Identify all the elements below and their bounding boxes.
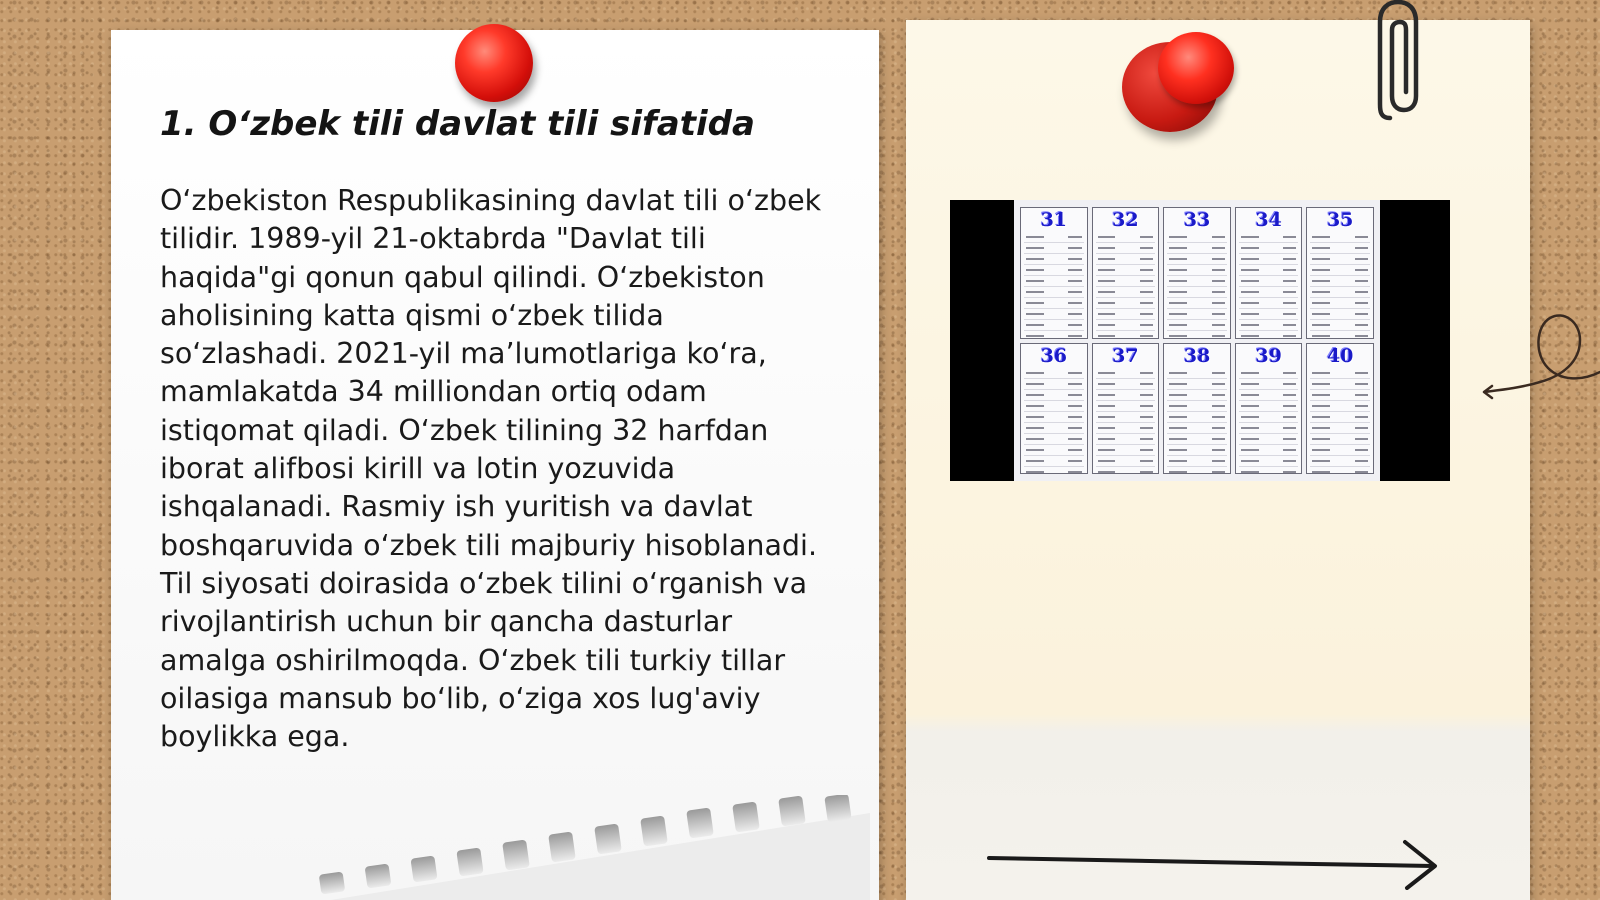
- table-row: [1310, 287, 1370, 298]
- table-row: [1310, 379, 1370, 390]
- table-row: [1239, 309, 1299, 320]
- table-row: [1096, 390, 1156, 401]
- table-number: 31: [1040, 209, 1068, 231]
- table-row: [1167, 467, 1227, 475]
- table-number: 33: [1183, 209, 1211, 231]
- torn-notebook-edge: [300, 795, 870, 900]
- table-row: [1239, 401, 1299, 412]
- table-number: 37: [1112, 344, 1139, 367]
- table-row: [1239, 331, 1299, 339]
- push-pin-icon: [1122, 32, 1234, 132]
- table-cell: [1163, 343, 1231, 475]
- table-row: [1167, 423, 1227, 434]
- table-row: [1167, 331, 1227, 339]
- arrow-right-icon: [985, 838, 1445, 890]
- table-row: [1167, 401, 1227, 412]
- table-row: [1096, 434, 1156, 445]
- table-row: [1239, 320, 1299, 331]
- table-row: [1239, 265, 1299, 276]
- table-row: [1096, 379, 1156, 390]
- table-row: [1024, 254, 1084, 265]
- table-row: [1167, 434, 1227, 445]
- table-row: [1239, 368, 1299, 379]
- table-row: [1024, 368, 1084, 379]
- table-number: 35: [1326, 209, 1354, 231]
- table-row: [1024, 401, 1084, 412]
- table-cell: [1235, 207, 1303, 339]
- table-row: [1167, 287, 1227, 298]
- table-row: [1096, 412, 1156, 423]
- table-row: [1096, 368, 1156, 379]
- table-row: [1096, 232, 1156, 243]
- table-row: [1239, 232, 1299, 243]
- slide-body-text: O‘zbekiston Respublikasining davlat tili o‘zbek tilidir. 1989-yil 21-oktabrda "Davlat tili haqida"gi qonun qabul qilindi. O‘zbekiston aholisining katta qismi o‘zbek tilida so‘zlashadi. 2021-yil ma’lumotlariga ko‘ra, mamlakatda 34 milliondan ortiq odam istiqomat qiladi. O‘zbek tilining 32 harfdan iborat alifbosi kirill va lotin yozuvida ishqalanadi. Rasmiy ish yuritish va davlat boshqaruvida o‘zbek tili majburiy hisoblanadi. Til siyosati doirasida o‘zbek tilini o‘rganish va rivojlantirish uchun bir qancha dasturlar amalga oshirilmoqda. O‘zbek tili turkiy tillar oilasiga mansub bo‘lib, o‘ziga xos lug'aviy boylikka ega.: [160, 184, 822, 754]
- table-row: [1024, 423, 1084, 434]
- table-row: [1024, 309, 1084, 320]
- table-number: 40: [1326, 344, 1354, 367]
- table-row: [1310, 298, 1370, 309]
- table-row: [1310, 412, 1370, 423]
- table-number: 34: [1255, 209, 1282, 231]
- table-row: [1310, 434, 1370, 445]
- table-row: [1310, 423, 1370, 434]
- table-row: [1310, 243, 1370, 254]
- table-row: [1167, 298, 1227, 309]
- table-row: [1167, 265, 1227, 276]
- table-row: [1024, 412, 1084, 423]
- table-row: [1167, 320, 1227, 331]
- table-row: [1167, 390, 1227, 401]
- table-row: [1167, 445, 1227, 456]
- table-row: [1096, 287, 1156, 298]
- table-number: 36: [1040, 344, 1068, 367]
- multiplication-table-image: [950, 200, 1450, 481]
- table-row: [1239, 287, 1299, 298]
- table-row: [1310, 232, 1370, 243]
- table-row: [1096, 276, 1156, 287]
- table-cell: [1163, 207, 1231, 339]
- table-row: [1310, 368, 1370, 379]
- table-row: [1167, 232, 1227, 243]
- table-row: [1024, 276, 1084, 287]
- table-row: [1096, 445, 1156, 456]
- table-row: [1310, 309, 1370, 320]
- table-row: [1239, 243, 1299, 254]
- table-row: [1310, 467, 1370, 475]
- table-cell: [1306, 207, 1374, 339]
- table-row: [1310, 331, 1370, 339]
- table-cell: [1092, 343, 1160, 475]
- table-row: [1239, 467, 1299, 475]
- table-row: [1024, 287, 1084, 298]
- table-row: [1096, 401, 1156, 412]
- table-row: [1310, 276, 1370, 287]
- table-row: [1024, 298, 1084, 309]
- table-number: 32: [1112, 209, 1139, 231]
- table-row: [1310, 390, 1370, 401]
- table-row: [1024, 379, 1084, 390]
- table-cell: [1020, 343, 1088, 475]
- table-cell: [1020, 207, 1088, 339]
- table-row: [1310, 265, 1370, 276]
- table-row: [1096, 467, 1156, 475]
- table-row: [1024, 243, 1084, 254]
- table-row: [1310, 401, 1370, 412]
- table-row: [1024, 434, 1084, 445]
- table-row: [1310, 320, 1370, 331]
- table-row: [1024, 456, 1084, 467]
- table-row: [1024, 467, 1084, 475]
- table-row: [1024, 320, 1084, 331]
- table-row: [1167, 254, 1227, 265]
- table-row: [1310, 254, 1370, 265]
- table-row: [1239, 456, 1299, 467]
- string-curl-icon: [1480, 310, 1600, 410]
- table-row: [1239, 276, 1299, 287]
- table-row: [1167, 243, 1227, 254]
- table-row: [1096, 320, 1156, 331]
- table-row: [1024, 331, 1084, 339]
- table-row: [1096, 298, 1156, 309]
- table-row: [1096, 243, 1156, 254]
- table-row: [1239, 379, 1299, 390]
- table-row: [1096, 456, 1156, 467]
- table-number: 38: [1183, 344, 1211, 367]
- table-row: [1310, 445, 1370, 456]
- table-row: [1096, 265, 1156, 276]
- table-row: [1096, 309, 1156, 320]
- table-row: [1239, 445, 1299, 456]
- table-cell: [1092, 207, 1160, 339]
- table-row: [1239, 423, 1299, 434]
- table-row: [1310, 456, 1370, 467]
- table-row: [1167, 309, 1227, 320]
- slide-title: 1. O‘zbek tili davlat tili sifatida: [160, 104, 755, 144]
- table-row: [1024, 390, 1084, 401]
- table-row: [1096, 331, 1156, 339]
- table-row: [1024, 445, 1084, 456]
- table-row: [1167, 368, 1227, 379]
- table-row: [1167, 456, 1227, 467]
- table-row: [1167, 412, 1227, 423]
- table-cell: [1235, 343, 1303, 475]
- table-row: [1239, 254, 1299, 265]
- table-row: [1167, 276, 1227, 287]
- table-row: [1239, 412, 1299, 423]
- table-row: [1024, 232, 1084, 243]
- table-number: 39: [1255, 344, 1282, 367]
- table-row: [1024, 265, 1084, 276]
- table-row: [1239, 298, 1299, 309]
- table-row: [1167, 379, 1227, 390]
- paperclip-icon: [1376, 0, 1422, 124]
- push-pin-icon: [455, 24, 533, 102]
- table-row: [1096, 423, 1156, 434]
- multiplication-table-grid: [1014, 200, 1380, 481]
- table-row: [1096, 254, 1156, 265]
- table-row: [1239, 390, 1299, 401]
- table-row: [1239, 434, 1299, 445]
- table-cell: [1306, 343, 1374, 475]
